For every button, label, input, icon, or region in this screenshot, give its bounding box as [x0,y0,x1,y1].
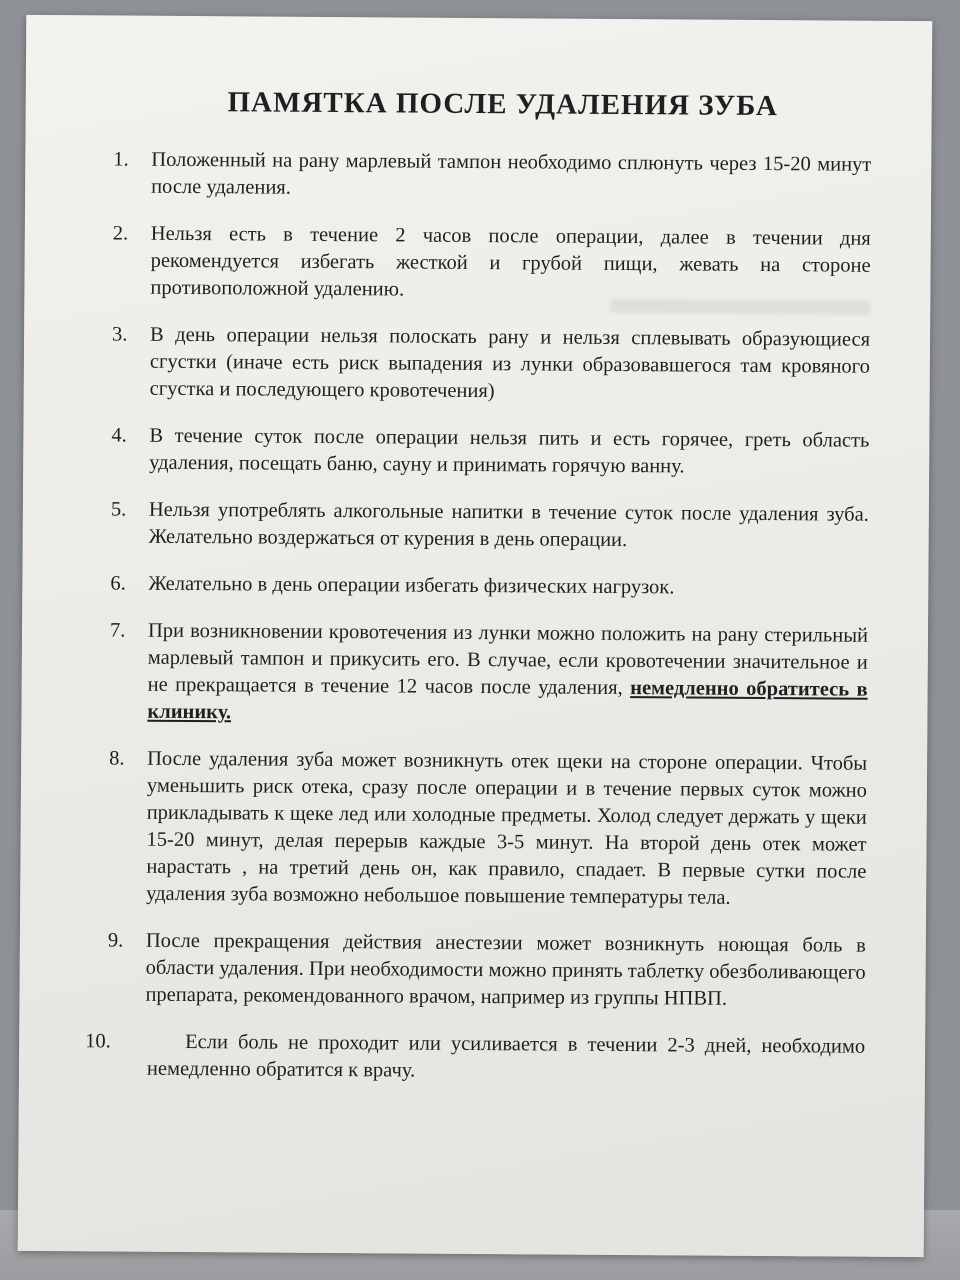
item-number: 4. [111,424,127,447]
item-text: Положенный на рану марлевый тампон необходимо сплюнуть через 15-20 минут после удаления. [151,148,872,199]
print-bleed-through [610,299,870,315]
item-text: Нельзя употреблять алкогольные напитки в течение суток после удаления зуба. Желательно воздержаться от курения в день операции. [148,498,869,552]
list-item-6 [110,570,868,602]
item-number: 3. [112,323,128,346]
list-item-3 [112,321,871,407]
item-number: 5. [110,498,127,521]
list-item-2 [112,220,871,306]
item-number: 9. [107,929,124,952]
list-item-7 [109,617,868,730]
item-text: После прекращения действия анестезии может возникнуть ноющая боль в области удаления. При необходимости можно принять таблетку обезболивающего препарата, рекомендованного врачом, например из группы НПВП. [145,929,866,1010]
item-number: 1. [113,148,129,171]
item-text: В день операции нельзя полоскать рану и нельзя сплевывать образующиеся сгустки (иначе есть риск выпадения из лунки образовавшегося там кровяного сгустка и последующего кровотечения) [149,323,871,403]
list-item-9 [107,927,866,1013]
item-text: При возникновении кровотечения из лунки можно положить на рану стерильный марлевый тампон и прикусить его. В случае, если кровотечении значительное и не прекращается в течение 12 часов после удаления, [147,619,869,700]
list-item-10 [85,1028,865,1087]
item-text: Желательно в день операции избегать физических нагрузок. [148,572,675,599]
item-number: 2. [112,222,129,245]
paper-sheet [18,15,933,1257]
item-text: Если боль не проходит или усиливается в течении 2-3 дней, необходимо немедленно обратится к врачу. [146,1030,866,1082]
item-text: В течение суток после операции нельзя пить и есть горячее, греть область удаления, посещать баню, сауну и принимать горячую ванну. [149,424,870,478]
item-number: 7. [109,619,126,642]
item-text-wrapper [147,618,868,731]
item-number: 8. [109,747,125,770]
item-number: 6. [110,572,126,595]
document-title: ПАМЯТКА ПОСЛЕ УДАЛЕНИЯ ЗУБА [227,86,779,123]
list-item-8 [108,745,867,912]
list-item-5 [111,496,869,555]
instruction-list [85,146,872,1087]
urgent-notice: немедленно обратитесь в клинику. [147,677,868,724]
item-text: Нельзя есть в течение 2 часов после операции, далее в течении дня рекомендуется избегать жесткой и грубой пищи, жевать на стороне противоположной удалению. [150,222,871,301]
list-item-1 [113,146,871,205]
item-text: После удаления зуба может возникнуть отек щеки на стороне операции. Чтобы уменьшить риск отека, сразу после операции и в течение первых суток можно прикладывать к щеке лед или холодные предметы. Холод следует держать у щеки 15-20 минут, делая перерыв каждые 3-5 минут. На второй день отек может нарастать , на третий день он, как правило, спадает. В первые сутки после удаления зуба возможно небольшое повышение температуры тела. [146,747,868,909]
item-number: 10. [85,1030,111,1053]
list-item-4 [111,422,869,481]
